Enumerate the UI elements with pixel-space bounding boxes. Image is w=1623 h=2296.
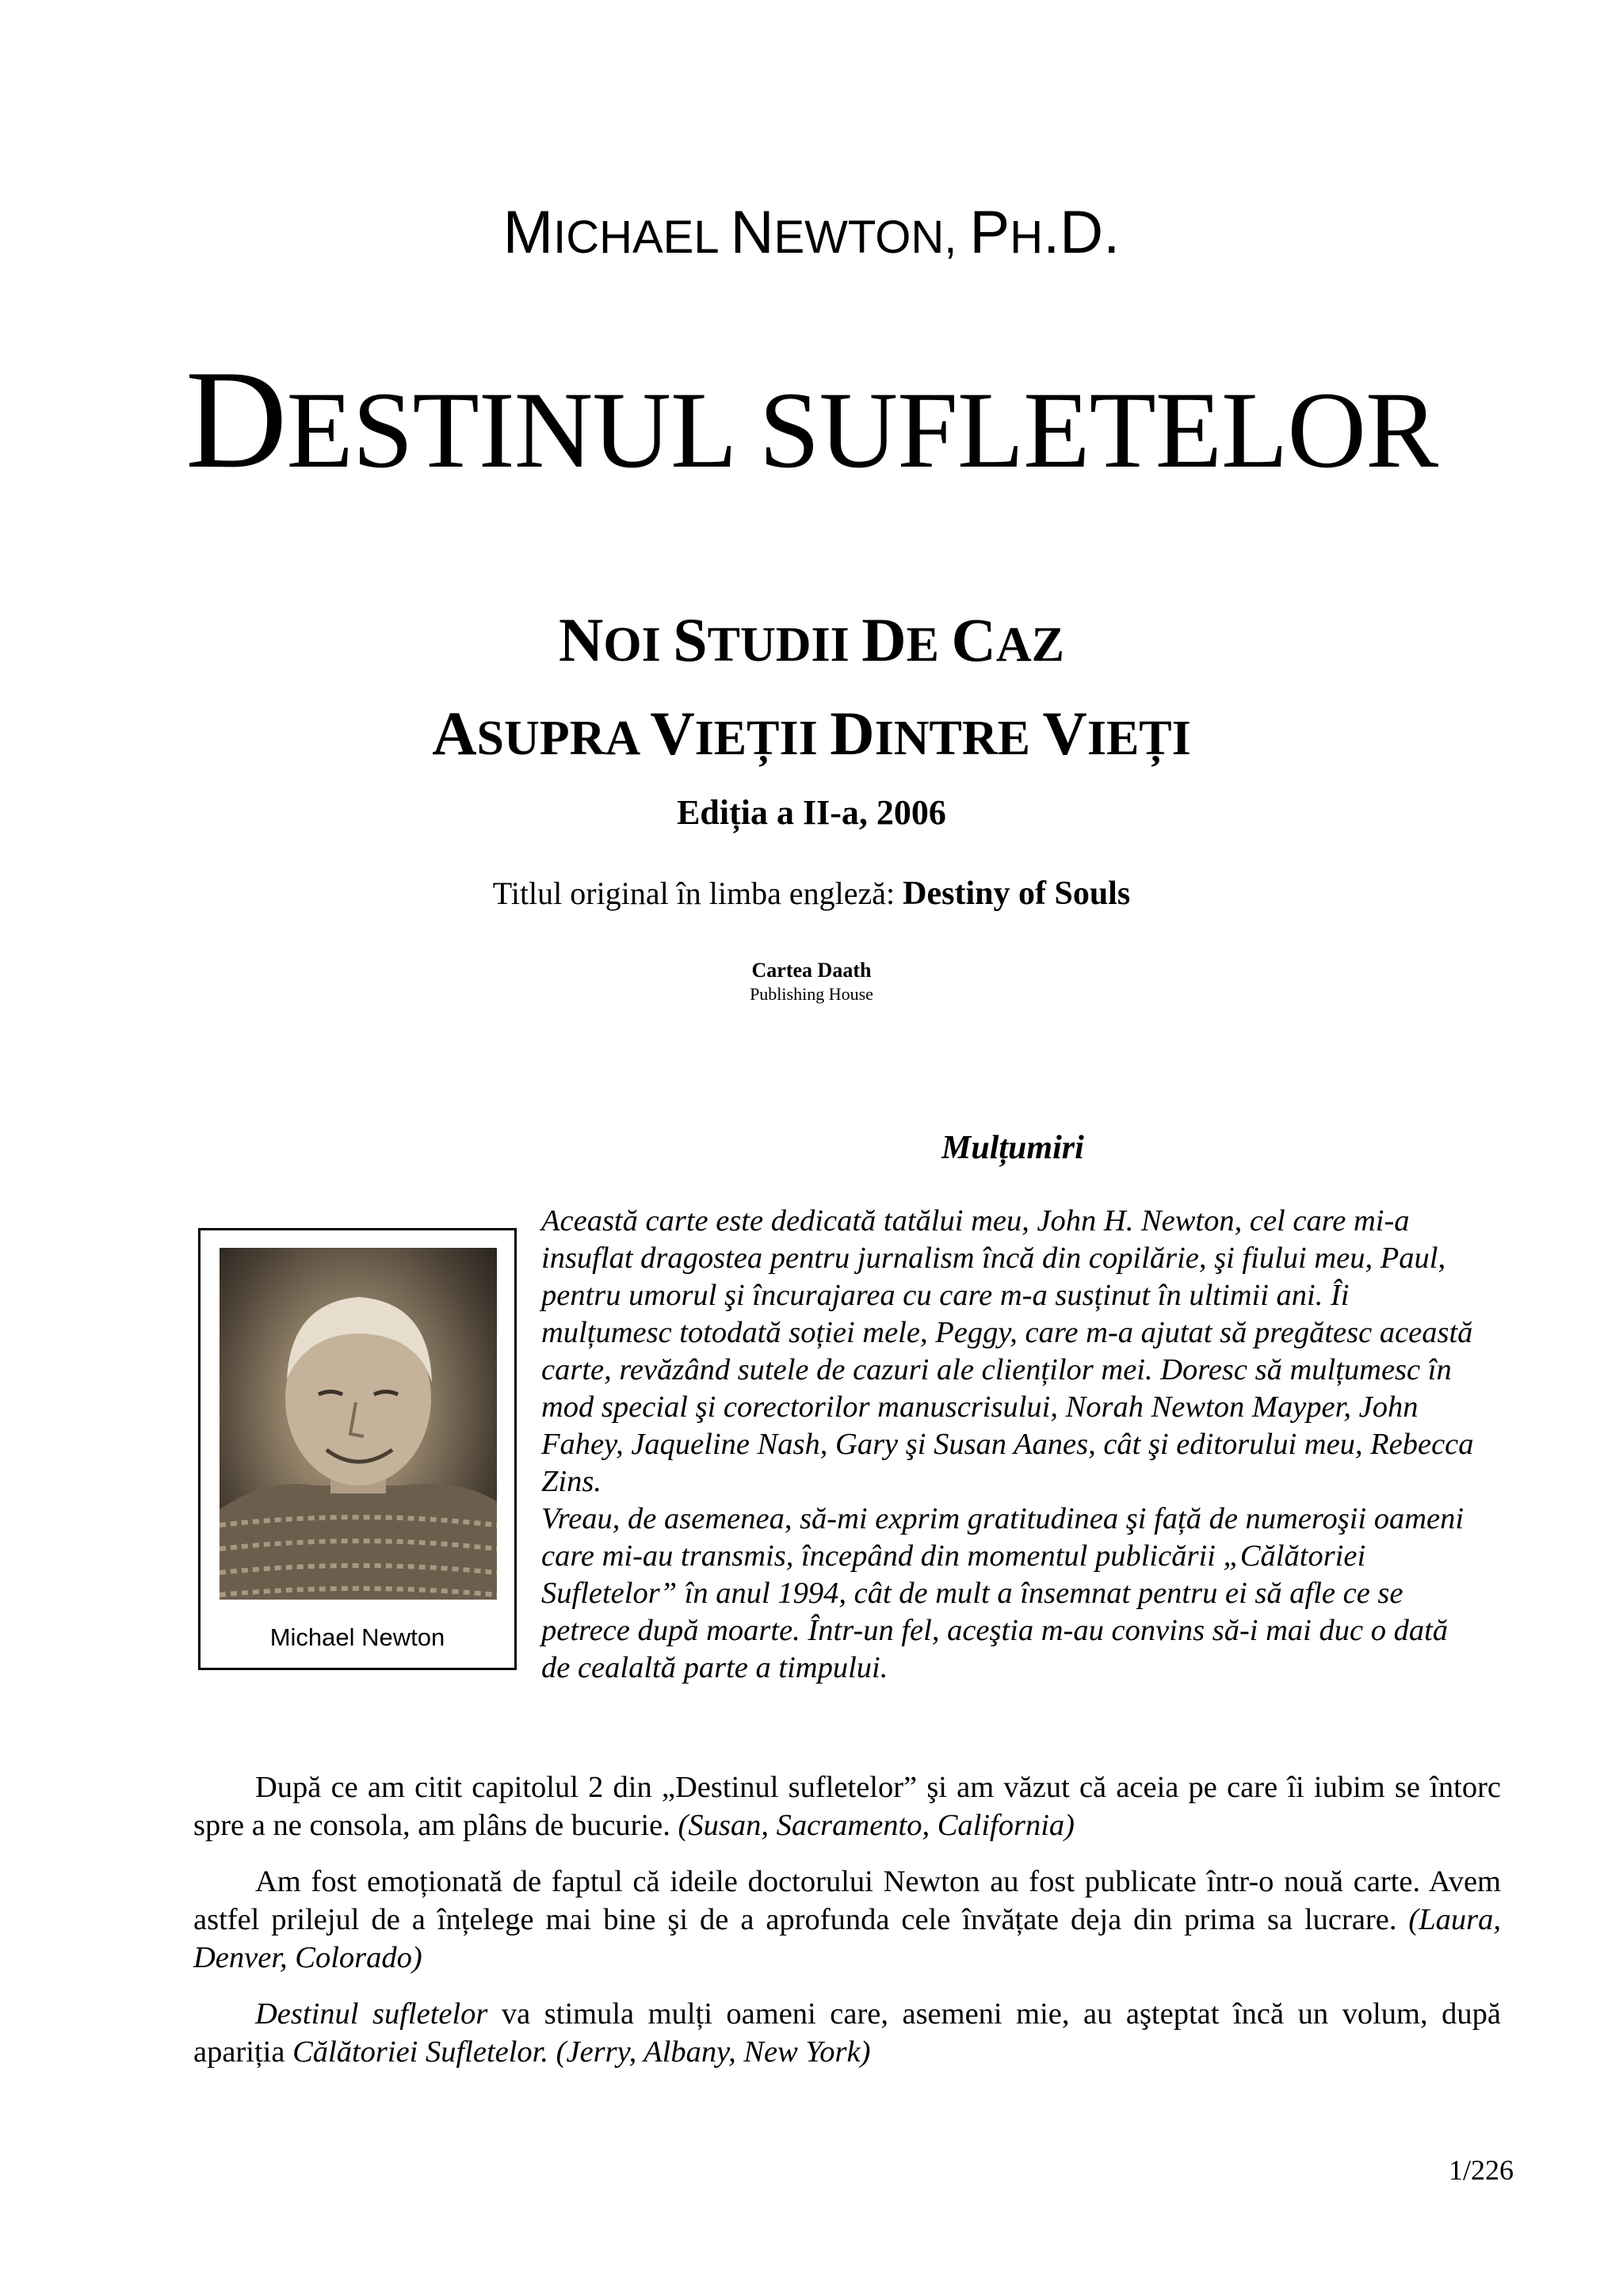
author-photo	[220, 1248, 497, 1600]
author-photo-frame	[198, 1228, 517, 1670]
acknowledgements-paragraph: Vreau, de asemenea, să-mi exprim gratitudinea şi față de numeroşii oameni care mi-au transmis, începând din momentul publicării „Călătoriei Sufletelor” în anul 1994, cât de mult a însemnat pentru ei să afle ce se petrece după moarte. Într-un fel, aceştia m-au convins să-i mai duc o dată de cealaltă parte a timpului.	[541, 1502, 1465, 1684]
photo-caption: Michael Newton	[269, 1623, 445, 1651]
page-number: 1/226	[1448, 2154, 1514, 2186]
edition-line: Ediția a II-a, 2006	[677, 793, 946, 832]
testimonial: După ce am citit capitolul 2 din „Destinul sufletelor” şi am văzut că aceia pe care îi iubim se întorc spre a ne consola, am plâns de bucurie. (Susan, Sacramento, California)	[193, 1771, 1501, 1842]
acknowledgements-paragraph: Această carte este dedicată tatălui meu, John H. Newton, cel care mi-a insuflat dragostea pentru jurnalism încă din copilărie, şi fiului meu, Paul, pentru umorul şi încurajarea cu care m-a susținut în ultimii ani. Îi mulțumesc totodată soției mele, Peggy, care m-a ajutat să pregătesc această carte, revăzând sutele de cazuri ale clienților mei. Doresc să mulțumesc în mod special şi corectorilor manuscrisului, Norah Newton Mayper, John Fahey, Jaqueline Nash, Gary şi Susan Aanes, cât şi editorului meu, Rebecca Zins.	[541, 1204, 1474, 1498]
book-subtitle	[0, 596, 1623, 783]
testimonial: Destinul sufletelor va stimula mulți oameni care, asemeni mie, au aşteptat încă un volum, după apariția Călătoriei Sufletelor. (Jerry, Albany, New York)	[193, 1997, 1501, 2069]
testimonial-source: (Laura, Denver, Colorado)	[193, 1903, 1501, 1974]
testimonial-source: (Susan, Sacramento, California)	[678, 1809, 1075, 1842]
testimonial-source: (Jerry, Albany, New York)	[548, 2035, 871, 2069]
original-title-label: Titlul original în limba engleză:	[492, 875, 903, 911]
testimonials	[193, 1768, 1501, 2089]
acknowledgements-text	[541, 1203, 1476, 1687]
author-name: MICHAEL NEWTON, PH.D.	[502, 199, 1121, 266]
publisher-name: Cartea Daath	[751, 959, 872, 982]
original-title: Destiny of Souls	[903, 875, 1131, 912]
testimonial: Am fost emoționată de faptul că ideile doctorului Newton au fost publicate într-o nouă carte. Avem astfel prilejul de a înțelege mai bine şi de a aprofunda cele învățate deja din prima sa lucrare. (Laura, Denver, Colorado)	[193, 1865, 1501, 1974]
original-title-line	[0, 875, 1623, 913]
subtitle-line-1: NOI STUDII DE CAZ	[559, 605, 1064, 674]
book-title: DESTINUL SUFLETELOR	[185, 341, 1438, 498]
subtitle-line-2: ASUPRA VIEȚII DINTRE VIEȚI	[432, 699, 1191, 768]
publisher-subtitle: Publishing House	[750, 984, 873, 1004]
acknowledgements-heading: Mulțumiri	[941, 1130, 1084, 1166]
author-portrait-illustration	[220, 1248, 497, 1600]
